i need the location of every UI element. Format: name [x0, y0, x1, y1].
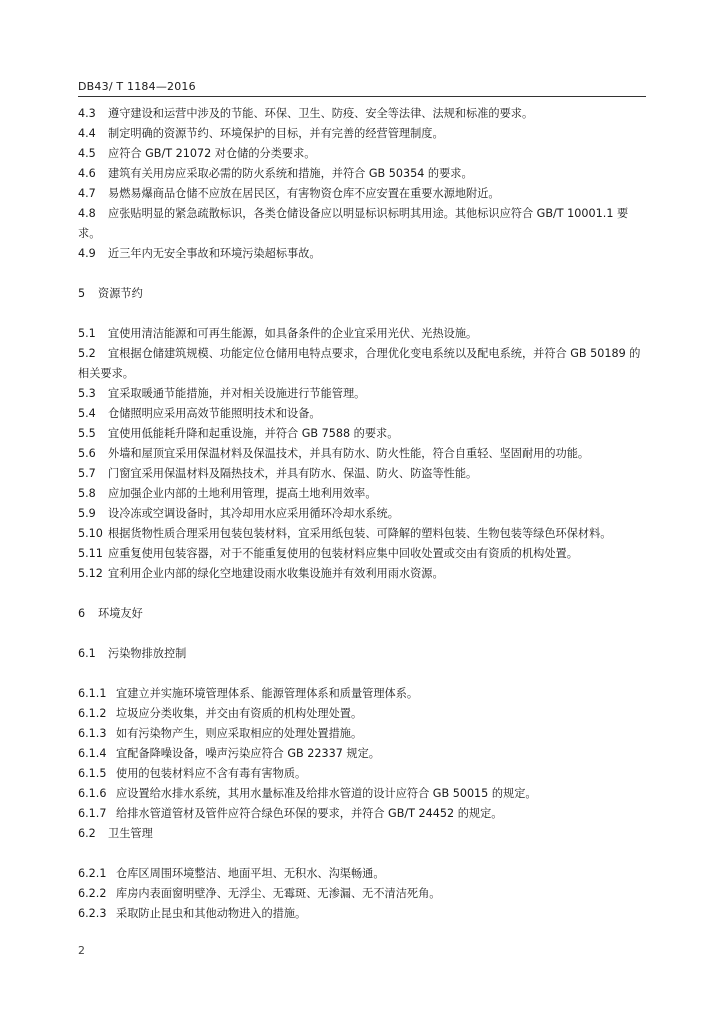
- clause-item: [78, 564, 646, 584]
- clause-item: [78, 524, 646, 544]
- clause-number: 4.7: [78, 187, 96, 200]
- clause-number: 6.1.1: [78, 687, 107, 700]
- clause-text: 宜建立并实施环境管理体系、能源管理体系和质量管理体系。: [116, 687, 419, 700]
- clause-item: [78, 704, 646, 724]
- clause-number: 6.1.7: [78, 807, 107, 820]
- clause-item: [78, 744, 646, 764]
- clause-item: [78, 724, 646, 744]
- clause-number: 5.4: [78, 407, 96, 420]
- clause-number: 6.1.2: [78, 707, 107, 720]
- clause-text: 卫生管理: [108, 827, 153, 840]
- clause-number: 5.7: [78, 467, 96, 480]
- clause-item: [78, 144, 646, 164]
- clause-text: 门窗宜采用保温材料及隔热技术，并具有防水、保温、防火、防盗等性能。: [108, 467, 478, 480]
- clause-item: [78, 344, 646, 384]
- clause-item: [78, 204, 646, 244]
- clause-number: 6.1.5: [78, 767, 107, 780]
- document-body: [78, 104, 646, 924]
- clause-number: 6.2.1: [78, 867, 107, 880]
- clause-item: [78, 504, 646, 524]
- clause-text: 资源节约: [98, 287, 143, 300]
- clause-text: 设冷冻或空调设备时，其冷却用水应采用循环冷却水系统。: [108, 507, 399, 520]
- clause-text: 给排水管道管材及管件应符合绿色环保的要求，并符合 GB/T 24452 的规定。: [116, 807, 503, 820]
- spacer: [78, 584, 646, 604]
- clause-item: [78, 424, 646, 444]
- clause-text: 采取防止昆虫和其他动物进入的措施。: [116, 907, 307, 920]
- clause-text: 使用的包装材料应不含有毒有害物质。: [116, 767, 307, 780]
- clause-text: 宜使用清洁能源和可再生能源，如具备条件的企业宜采用光伏、光热设施。: [108, 327, 478, 340]
- clause-item: [78, 244, 646, 264]
- clause-text: 应设置给水排水系统，其用水量标准及给排水管道的设计应符合 GB 50015 的规定。: [116, 787, 537, 800]
- clause-number: 6: [78, 607, 86, 620]
- clause-item: [78, 804, 646, 824]
- clause-text: 宜利用企业内部的绿化空地建设雨水收集设施并有效利用雨水资源。: [108, 567, 444, 580]
- header-rule: [78, 96, 646, 97]
- spacer: [78, 264, 646, 284]
- clause-item: [78, 164, 646, 184]
- clause-number: 5.8: [78, 487, 96, 500]
- clause-text: 宜配备降噪设备，噪声污染应符合 GB 22337 规定。: [116, 747, 380, 760]
- clause-text: 仓储照明应采用高效节能照明技术和设备。: [108, 407, 321, 420]
- document-code: DB43/ T 1184—2016: [78, 80, 196, 93]
- clause-number: 5.11: [78, 547, 103, 560]
- clause-text: 应张贴明显的紧急疏散标识，各类仓储设备应以明显标识标明其用途。其他标识应符合 GB/T 10001.1 要求。: [78, 207, 629, 240]
- clause-number: 5.10: [78, 527, 103, 540]
- clause-number: 4.3: [78, 107, 96, 120]
- clause-item: [78, 184, 646, 204]
- clause-item: [78, 684, 646, 704]
- clause-text: 建筑有关用房应采取必需的防火系统和措施，并符合 GB 50354 的要求。: [108, 167, 473, 180]
- clause-number: 4.8: [78, 207, 96, 220]
- clause-text: 宜使用低能耗升降和起重设施，并符合 GB 7588 的要求。: [108, 427, 399, 440]
- clause-item: [78, 764, 646, 784]
- clause-number: 5.9: [78, 507, 96, 520]
- clause-number: 6.1.6: [78, 787, 107, 800]
- clause-number: 5.12: [78, 567, 103, 580]
- clause-number: 6.2.2: [78, 887, 107, 900]
- clause-item: [78, 324, 646, 344]
- clause-text: 宜根据仓储建筑规模、功能定位仓储用电特点要求，合理优化变电系统以及配电系统，并符合 GB 50189 的相关要求。: [78, 347, 641, 380]
- clause-text: 如有污染物产生，则应采取相应的处理处置措施。: [116, 727, 363, 740]
- clause-text: 污染物排放控制: [108, 647, 187, 660]
- page-number: 2: [78, 944, 85, 957]
- clause-item: [78, 444, 646, 464]
- clause-number: 6.2.3: [78, 907, 107, 920]
- clause-number: 5: [78, 287, 86, 300]
- clause-item: [78, 824, 646, 844]
- clause-item: [78, 404, 646, 424]
- clause-item: [78, 884, 646, 904]
- clause-item: [78, 864, 646, 884]
- clause-text: 垃圾应分类收集，并交由有资质的机构处理处置。: [116, 707, 363, 720]
- clause-number: 6.2: [78, 827, 96, 840]
- spacer: [78, 844, 646, 864]
- section-heading: [78, 604, 646, 624]
- clause-number: 5.6: [78, 447, 96, 460]
- clause-number: 4.4: [78, 127, 96, 140]
- clause-number: 6.1.3: [78, 727, 107, 740]
- clause-text: 制定明确的资源节约、环境保护的目标，并有完善的经营管理制度。: [108, 127, 444, 140]
- clause-item: [78, 384, 646, 404]
- clause-text: 应加强企业内部的土地利用管理，提高土地利用效率。: [108, 487, 377, 500]
- clause-text: 外墙和屋顶宜采用保温材料及保温技术，并具有防水、防火性能，符合自重轻、坚固耐用的功能。: [108, 447, 590, 460]
- clause-text: 遵守建设和运营中涉及的节能、环保、卫生、防疫、安全等法律、法规和标准的要求。: [108, 107, 534, 120]
- section-heading: [78, 284, 646, 304]
- clause-text: 应重复使用包装容器，对于不能重复使用的包装材料应集中回收处置或交由有资质的机构处置。: [108, 547, 578, 560]
- clause-number: 6.1: [78, 647, 96, 660]
- clause-text: 根据货物性质合理采用包装包装材料，宜采用纸包装、可降解的塑料包装、生物包装等绿色环保材料。: [108, 527, 612, 540]
- clause-number: 4.6: [78, 167, 96, 180]
- clause-text: 近三年内无安全事故和环境污染超标事故。: [108, 247, 321, 260]
- clause-item: [78, 784, 646, 804]
- clause-item: [78, 904, 646, 924]
- spacer: [78, 664, 646, 684]
- clause-text: 仓库区周围环境整洁、地面平坦、无积水、沟渠畅通。: [116, 867, 385, 880]
- clause-item: [78, 464, 646, 484]
- clause-number: 5.2: [78, 347, 96, 360]
- clause-item: [78, 544, 646, 564]
- clause-number: 5.1: [78, 327, 96, 340]
- clause-number: 6.1.4: [78, 747, 107, 760]
- clause-number: 5.3: [78, 387, 96, 400]
- clause-number: 4.9: [78, 247, 96, 260]
- clause-text: 易燃易爆商品仓储不应放在居民区，有害物资仓库不应安置在重要水源地附近。: [108, 187, 500, 200]
- spacer: [78, 624, 646, 644]
- clause-text: 环境友好: [98, 607, 143, 620]
- clause-item: [78, 124, 646, 144]
- clause-text: 库房内表面窗明壁净、无浮尘、无霉斑、无渗漏、无不清洁死角。: [116, 887, 441, 900]
- clause-text: 应符合 GB/T 21072 对仓储的分类要求。: [108, 147, 316, 160]
- clause-item: [78, 484, 646, 504]
- clause-item: [78, 644, 646, 664]
- clause-text: 宜采取暖通节能措施，并对相关设施进行节能管理。: [108, 387, 366, 400]
- spacer: [78, 304, 646, 324]
- clause-item: [78, 104, 646, 124]
- clause-number: 4.5: [78, 147, 96, 160]
- clause-number: 5.5: [78, 427, 96, 440]
